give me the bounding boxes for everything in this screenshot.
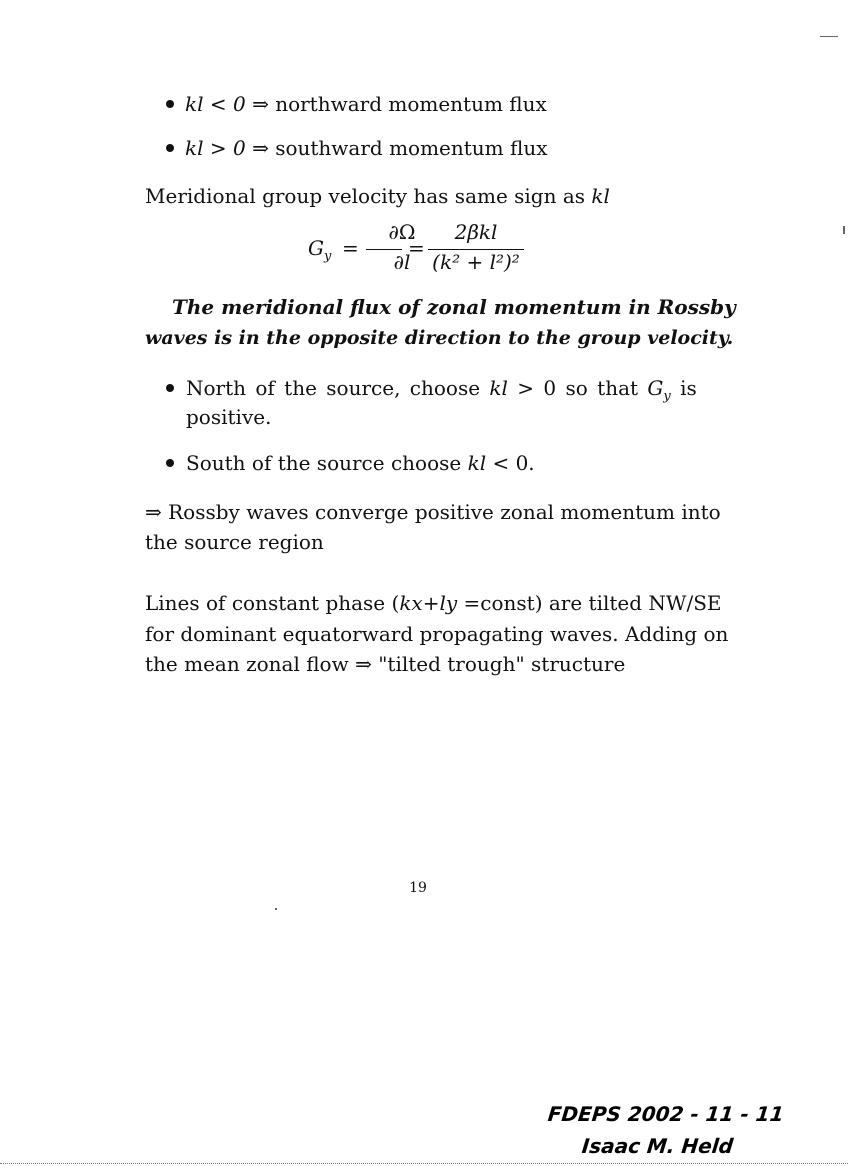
math-kl-gt-0: kl > 0 xyxy=(185,136,246,160)
equals-sign: = xyxy=(342,236,359,260)
scan-speck xyxy=(275,908,277,910)
phase-line3: the mean zonal flow ⇒ "tilted trough" structure xyxy=(145,652,626,676)
scan-speck xyxy=(820,36,838,37)
handwritten-date: FDEPS 2002 - 11 - 11 xyxy=(546,1102,785,1126)
implies-arrow: ⇒ xyxy=(252,92,269,116)
phase-line2: for dominant equatorward propagating waves. Adding on xyxy=(145,622,729,646)
group-velocity-formula: $G_y$ = ∂Ω ∂l = 2βkl (k² + l²)² xyxy=(300,220,540,280)
italic-paragraph-line1: The meridional flux of zonal momentum in Rossby xyxy=(172,295,736,319)
equals-sign: = xyxy=(408,236,425,260)
bullet-text: northward momentum flux xyxy=(275,92,547,116)
handwritten-signature: Isaac M. Held xyxy=(580,1134,735,1158)
bullet-icon xyxy=(166,100,174,108)
math-kl-lt-0: kl < 0 xyxy=(185,92,246,116)
page-number: 19 xyxy=(409,880,427,896)
bullet-northward xyxy=(185,91,547,117)
converge-line1: ⇒ Rossby waves converge positive zonal momentum into xyxy=(145,500,721,524)
converge-line2: the source region xyxy=(145,530,324,554)
implies-arrow: ⇒ xyxy=(355,652,372,676)
group-velocity-line: Meridional group velocity has same sign as kl xyxy=(145,184,610,208)
scan-edge-line xyxy=(0,1163,848,1164)
bullet-text: southward momentum flux xyxy=(275,136,548,160)
bullet-icon xyxy=(166,144,174,152)
bullet-icon xyxy=(166,384,174,392)
implies-arrow: ⇒ xyxy=(145,500,162,524)
bullet-north-line2: positive. xyxy=(186,405,272,429)
math-kl: kl xyxy=(591,184,610,208)
phase-line1: Lines of constant phase (kx+ly =const) are tilted NW/SE xyxy=(145,591,722,615)
bullet-north-line1: North of the source, choose kl > 0 so that $G_y$ is xyxy=(186,376,697,404)
italic-paragraph-line2: waves is in the opposite direction to the group velocity. xyxy=(145,327,734,349)
bullet-icon xyxy=(166,459,174,467)
scan-speck xyxy=(843,226,845,234)
bullet-southward xyxy=(185,135,548,161)
bullet-south: South of the source choose kl < 0. xyxy=(186,451,535,475)
implies-arrow: ⇒ xyxy=(252,136,269,160)
